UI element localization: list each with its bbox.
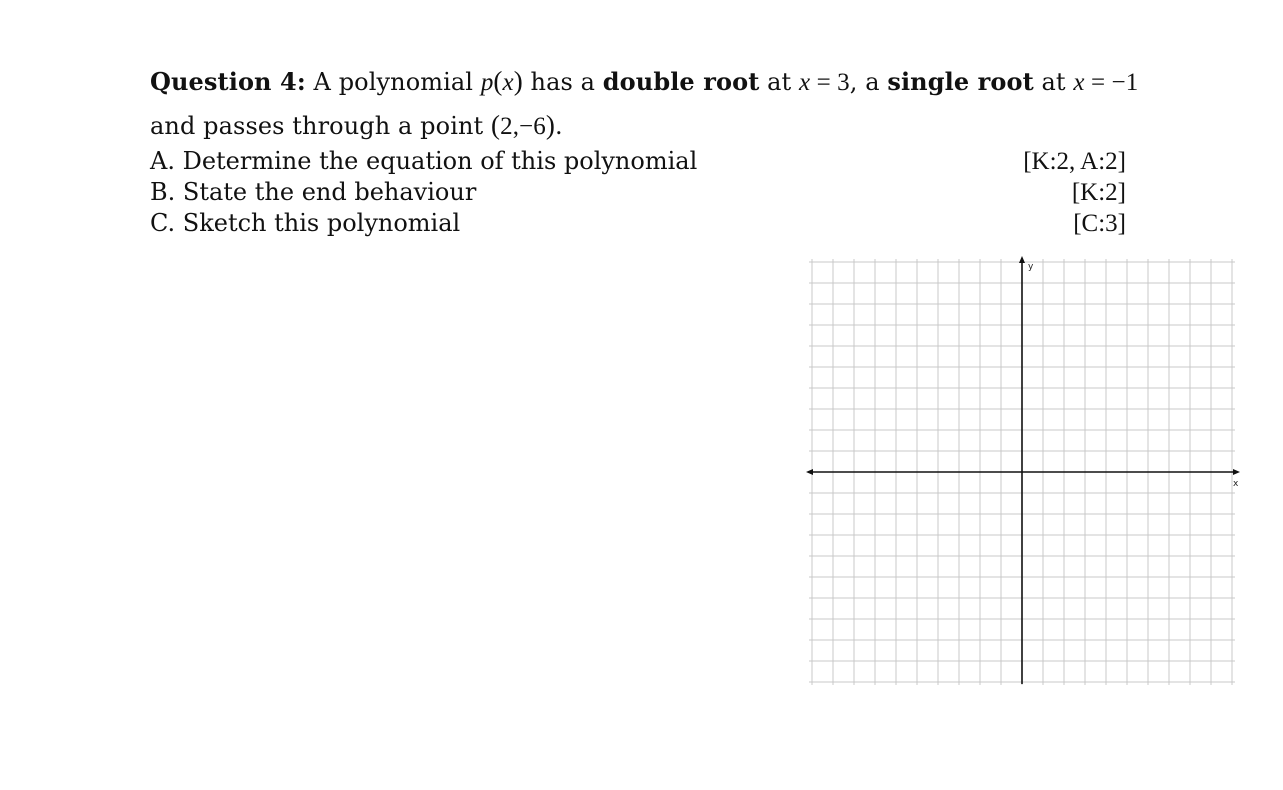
double-root-variable: x: [799, 69, 811, 96]
question-text-segment: .: [554, 112, 563, 140]
sketch-grid[interactable]: [806, 256, 1239, 680]
question-text-segment: at: [759, 68, 800, 96]
part-a-text: A. Determine the equation of this polynomial: [150, 147, 698, 175]
polynomial-name: p(x): [480, 66, 523, 96]
part-a-marks: [K:2, A:2]: [1023, 148, 1126, 175]
question-text-segment: A polynomial: [305, 68, 481, 96]
question-parts: [150, 146, 1130, 239]
x-axis-arrow-left-icon: [806, 469, 813, 475]
question-line-2: [150, 104, 1130, 148]
single-root-term: single root: [887, 67, 1034, 96]
double-root-value: = 3: [810, 69, 850, 96]
single-root-value: = −1: [1084, 69, 1139, 96]
question-text: [150, 60, 1139, 148]
part-b-marks: [K:2]: [1071, 179, 1126, 206]
double-root-term: double root: [602, 67, 760, 96]
part-b-text: B. State the end behaviour: [150, 178, 477, 206]
part-c: [150, 208, 1130, 239]
part-a: [150, 146, 1130, 177]
question-label: Question 4:: [150, 67, 306, 96]
part-c-marks: [C:3]: [1073, 210, 1126, 237]
coordinate-grid[interactable]: [806, 256, 1239, 680]
question-text-segment: has a: [522, 68, 603, 96]
x-axis-arrow-right-icon: [1233, 469, 1240, 475]
x-axis-label: x: [1233, 479, 1239, 489]
part-c-text: C. Sketch this polynomial: [150, 209, 461, 237]
question-text-segment: at: [1033, 68, 1074, 96]
given-point: (2,−6): [491, 110, 555, 140]
y-axis-label: y: [1028, 262, 1034, 272]
single-root-variable: x: [1073, 69, 1085, 96]
y-axis-arrow-icon: [1019, 256, 1025, 263]
question-text-segment: and passes through a point: [150, 112, 491, 140]
question-line-1: [150, 60, 1139, 104]
question-text-segment: , a: [849, 68, 888, 96]
part-b: [150, 177, 1130, 208]
